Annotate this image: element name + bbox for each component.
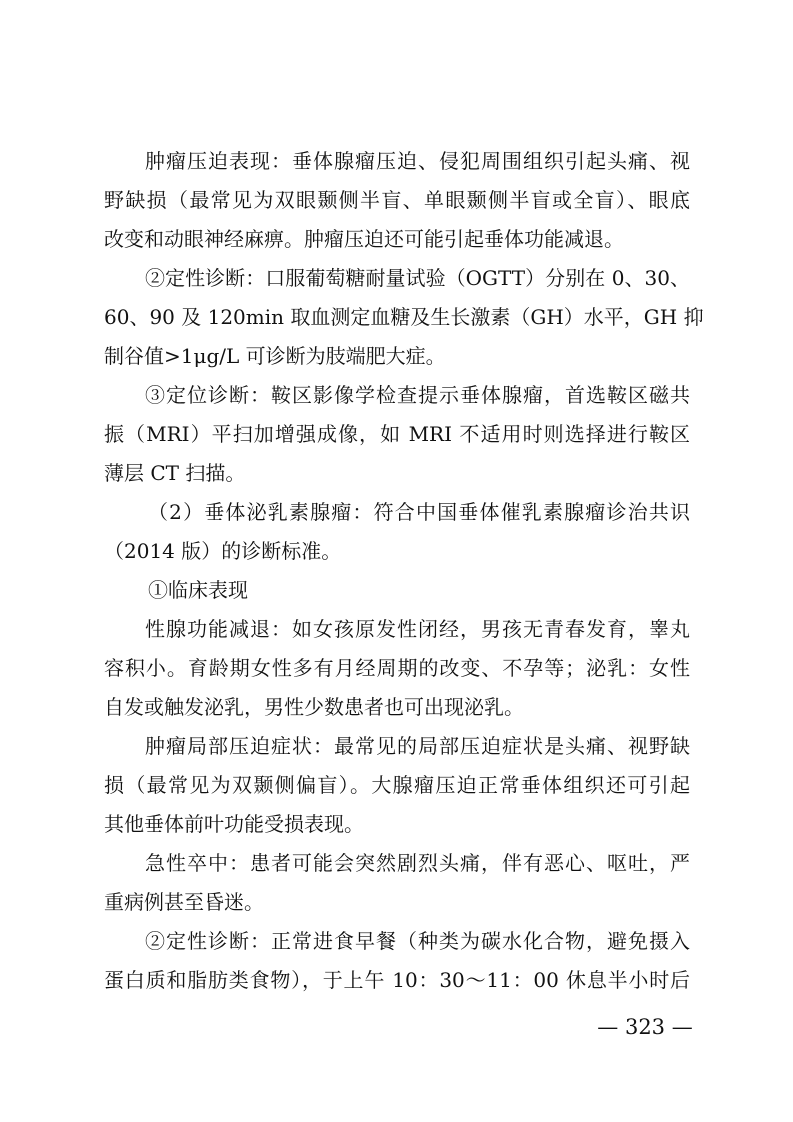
body-text-line: ②定性诊断：口服葡萄糖耐量试验（OGTT）分别在 0、30、 bbox=[145, 266, 690, 290]
body-text-line: 损（最常见为双颞侧偏盲）。大腺瘤压迫正常垂体组织还可引起 bbox=[104, 773, 690, 797]
page-number: — 323 — bbox=[597, 1015, 693, 1039]
body-text-line: 重病例甚至昏迷。 bbox=[104, 890, 264, 914]
body-text-line: ③定位诊断：鞍区影像学检查提示垂体腺瘤，首选鞍区磁共 bbox=[145, 383, 690, 407]
body-text-line: 制谷值>1μg/L 可诊断为肢端肥大症。 bbox=[104, 344, 446, 368]
body-text-line: 振（MRI）平扫加增强成像，如 MRI 不适用时则选择进行鞍区 bbox=[104, 422, 690, 446]
body-text-line: 肿瘤压迫表现：垂体腺瘤压迫、侵犯周围组织引起头痛、视 bbox=[145, 149, 690, 173]
body-text-line: 野缺损（最常见为双眼颞侧半盲、单眼颞侧半盲或全盲）、眼底 bbox=[104, 188, 690, 212]
body-text-line: 改变和动眼神经麻痹。肿瘤压迫还可能引起垂体功能减退。 bbox=[104, 227, 624, 251]
body-text-line: 60、90 及 120min 取血测定血糖及生长激素（GH）水平，GH 抑 bbox=[104, 305, 704, 329]
body-text-line: 薄层 CT 扫描。 bbox=[104, 461, 246, 485]
body-text-line: 其他垂体前叶功能受损表现。 bbox=[104, 812, 364, 836]
section-heading-line: （2014 版）的诊断标准。 bbox=[104, 539, 342, 563]
body-text-line: 容积小。育龄期女性多有月经周期的改变、不孕等；泌乳：女性 bbox=[104, 656, 690, 680]
body-text-line: 肿瘤局部压迫症状：最常见的局部压迫症状是头痛、视野缺 bbox=[145, 734, 690, 758]
body-text-line: 自发或触发泌乳，男性少数患者也可出现泌乳。 bbox=[104, 695, 524, 719]
body-text-line: 蛋白质和脂肪类食物），于上午 10：30～11：00 休息半小时后 bbox=[104, 968, 690, 992]
subheading-line: ①临床表现 bbox=[148, 578, 248, 602]
body-text-line: 性腺功能减退：如女孩原发性闭经，男孩无青春发育，睾丸 bbox=[145, 617, 690, 641]
body-text-line: ②定性诊断：正常进食早餐（种类为碳水化合物，避免摄入 bbox=[145, 929, 690, 953]
body-text-line: 急性卒中：患者可能会突然剧烈头痛，伴有恶心、呕吐，严 bbox=[145, 851, 690, 875]
section-heading-line: （2）垂体泌乳素腺瘤：符合中国垂体催乳素腺瘤诊治共识 bbox=[148, 500, 690, 524]
